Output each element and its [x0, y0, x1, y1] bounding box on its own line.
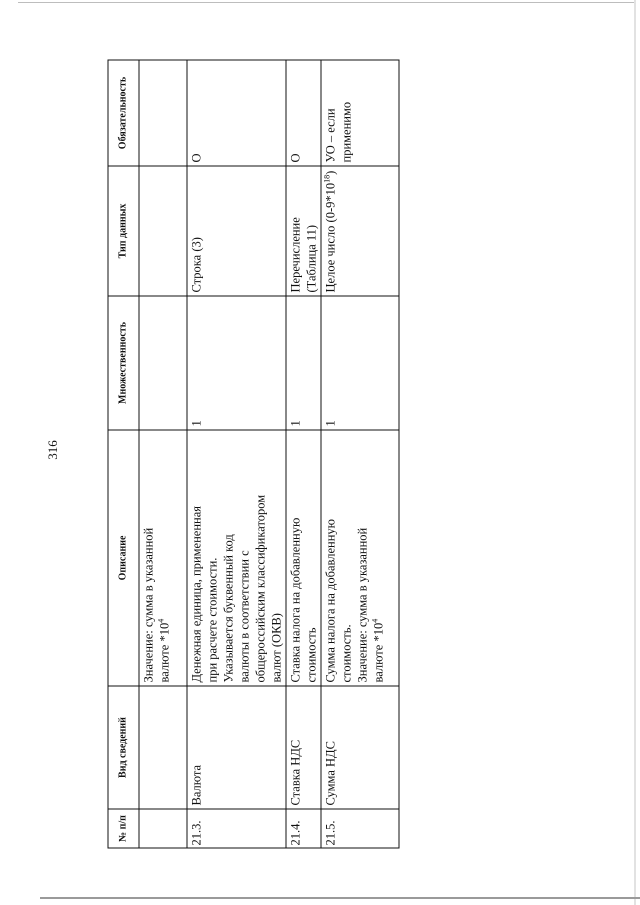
header-kind: Вид сведений [108, 686, 139, 809]
desc-line: стоимость. [339, 623, 353, 682]
cell-num [139, 809, 187, 848]
cell-kind [139, 686, 187, 809]
desc-line: валюты в соответствии с [237, 549, 251, 682]
page-number: 316 [45, 440, 60, 460]
cell-desc [286, 430, 321, 686]
cell-mult: 1 [187, 296, 286, 430]
cell-kind: Ставка НДС [286, 686, 321, 809]
desc-line-with-exponent [156, 433, 172, 682]
table-row [187, 60, 286, 848]
cell-desc [187, 430, 286, 686]
header-desc: Описание [108, 430, 139, 686]
cell-kind: Сумма НДС [321, 686, 399, 809]
cell-mult [139, 296, 187, 430]
table-container [107, 60, 385, 848]
cell-req: УО – если применимо [321, 60, 399, 166]
header-type: Тип данных [108, 166, 139, 296]
exponent: 18 [321, 174, 331, 183]
table-row [139, 60, 187, 848]
header-mult: Множественность [108, 296, 139, 430]
table-row [286, 60, 321, 848]
desc-line: Значение: сумма в указанной [355, 527, 369, 682]
desc-line-with-exponent [370, 433, 386, 682]
header-req: Обязательность [108, 60, 139, 166]
cell-type [139, 166, 187, 296]
desc-line: при расчете стоимости. [205, 557, 219, 682]
desc-text: валюте *10 [371, 622, 385, 682]
desc-line: Ставка налога на добавленную [288, 517, 302, 682]
desc-line: Денежная единица, примененная [189, 505, 203, 682]
desc-line: Сумма налога на добавленную [323, 518, 337, 682]
cell-type: Перечисление (Таблица 11) [286, 166, 321, 296]
exponent: 4 [369, 618, 379, 623]
cell-desc [321, 430, 399, 686]
specification-table [107, 59, 399, 848]
cell-num: 21.5. [321, 809, 399, 848]
cell-type: Строка (3) [187, 166, 286, 296]
desc-line: Значение: сумма в указанной [141, 527, 155, 682]
desc-line: стоимость [304, 627, 318, 682]
table-row [321, 60, 399, 848]
desc-line: валют (ОКВ) [269, 612, 283, 682]
table-header-row [108, 60, 139, 848]
cell-num: 21.4. [286, 809, 321, 848]
cell-desc [139, 430, 187, 686]
cell-mult: 1 [321, 296, 399, 430]
cell-req: О [286, 60, 321, 166]
type-text-suffix: ) [323, 170, 337, 175]
type-text: Целое число (0-9*10 [323, 182, 337, 292]
header-num: № п/п [108, 809, 139, 848]
cell-req: О [187, 60, 286, 166]
cell-type [321, 166, 399, 296]
cell-num: 21.3. [187, 809, 286, 848]
desc-text: валюте *10 [157, 622, 171, 682]
desc-line: общероссийским классификатором [253, 494, 267, 682]
cell-req [139, 60, 187, 166]
scan-edge-bottom [40, 897, 640, 899]
exponent: 4 [155, 618, 165, 623]
desc-line: Указывается буквенный код [221, 533, 235, 682]
scan-edge-top [18, 2, 634, 3]
rotated-table-wrapper [107, 60, 385, 848]
cell-kind: Валюта [187, 686, 286, 809]
cell-mult: 1 [286, 296, 321, 430]
scan-edge-right [634, 0, 636, 905]
